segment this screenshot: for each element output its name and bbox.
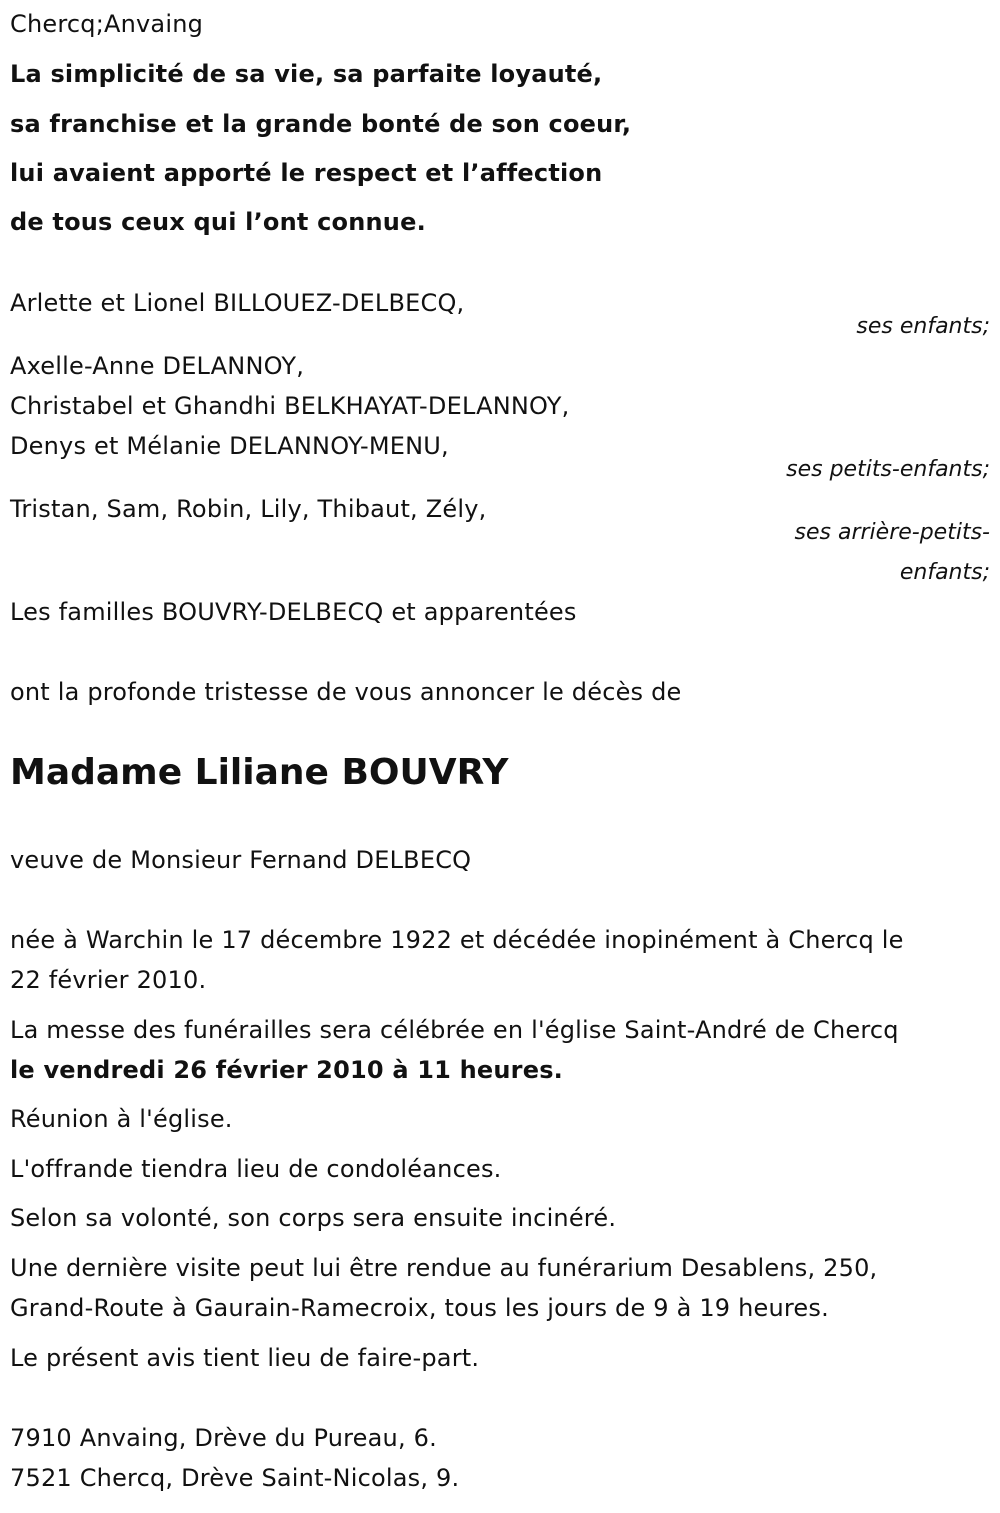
funeral-date-time: le vendredi 26 février 2010 à 11 heures.	[10, 1056, 563, 1084]
funeral-mass-line: La messe des funérailles sera célébrée en l'église Saint-André de Chercq	[10, 1016, 899, 1044]
cremation-line: Selon sa volonté, son corps sera ensuite incinéré.	[10, 1204, 617, 1232]
offering-line: L'offrande tiendra lieu de condoléances.	[10, 1155, 502, 1183]
announcement-line: ont la profonde tristesse de vous annoncer le décès de	[10, 678, 682, 706]
widow-of-line: veuve de Monsieur Fernand DELBECQ	[10, 846, 472, 874]
location-header: Chercq;Anvaing	[10, 10, 204, 38]
birth-death-line-1: née à Warchin le 17 décembre 1922 et décédée inopinément à Chercq le	[10, 926, 904, 954]
deceased-name: Madame Liliane BOUVRY	[10, 752, 509, 793]
address-line-2: 7521 Chercq, Drève Saint-Nicolas, 9.	[10, 1464, 460, 1492]
visit-line-1: Une dernière visite peut lui être rendue au funérarium Desablens, 250,	[10, 1254, 878, 1282]
epitaph-line-2: sa franchise et la grande bonté de son coeur,	[10, 110, 632, 138]
great-grandchildren-names: Tristan, Sam, Robin, Lily, Thibaut, Zély,	[10, 495, 487, 523]
visit-line-2: Grand-Route à Gaurain-Ramecroix, tous les jours de 9 à 19 heures.	[10, 1294, 829, 1322]
great-grandchildren-role-line-1: ses arrière-petits-	[794, 520, 990, 545]
relatives-line: Les familles BOUVRY-DELBECQ et apparentées	[10, 598, 577, 626]
notice-line: Le présent avis tient lieu de faire-part.	[10, 1344, 480, 1372]
epitaph-line-1: La simplicité de sa vie, sa parfaite loyauté,	[10, 60, 603, 88]
epitaph-line-4: de tous ceux qui l’ont connue.	[10, 208, 426, 236]
meeting-line: Réunion à l'église.	[10, 1105, 233, 1133]
grandchild-line-3: Denys et Mélanie DELANNOY-MENU,	[10, 432, 449, 460]
children-names: Arlette et Lionel BILLOUEZ-DELBECQ,	[10, 289, 465, 317]
great-grandchildren-role-line-2: enfants;	[899, 560, 990, 585]
children-role: ses enfants;	[856, 314, 990, 339]
birth-death-line-2: 22 février 2010.	[10, 966, 207, 994]
epitaph-line-3: lui avaient apporté le respect et l’affection	[10, 159, 603, 187]
grandchildren-role: ses petits-enfants;	[786, 457, 990, 482]
grandchild-line-1: Axelle-Anne DELANNOY,	[10, 352, 305, 380]
grandchild-line-2: Christabel et Ghandhi BELKHAYAT-DELANNOY,	[10, 392, 570, 420]
address-line-1: 7910 Anvaing, Drève du Pureau, 6.	[10, 1424, 437, 1452]
